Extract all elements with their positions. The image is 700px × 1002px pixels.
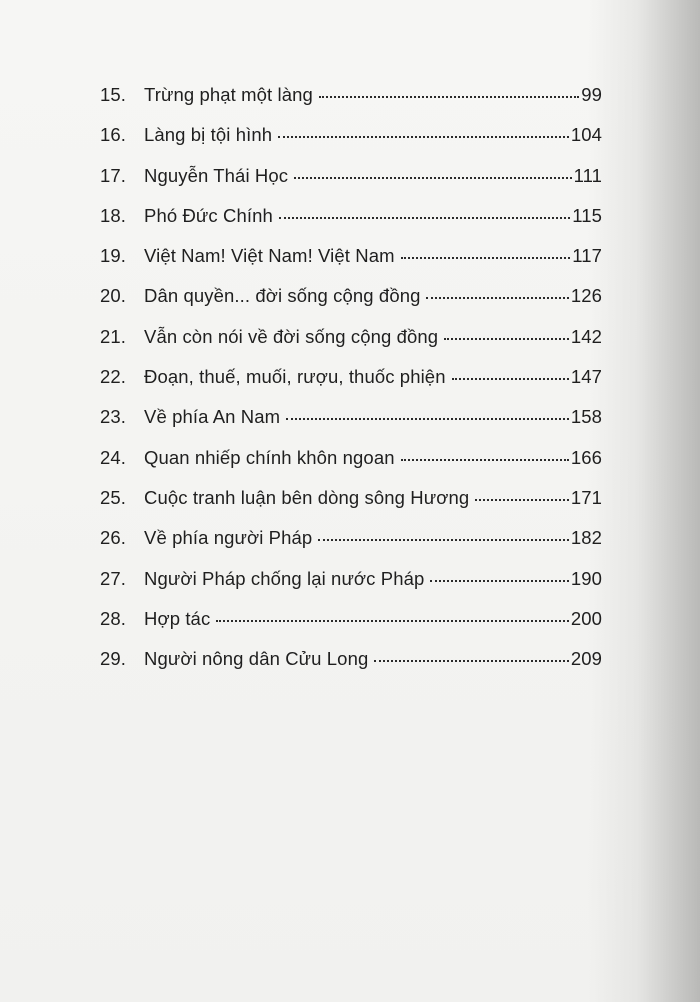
entry-number: 19.	[100, 245, 127, 267]
dot-leader	[401, 458, 569, 461]
entry-title: Việt Nam! Việt Nam! Việt Nam	[144, 245, 395, 267]
entry-page-number: 158	[570, 406, 602, 428]
entry-title: Quan nhiếp chính khôn ngoan	[144, 446, 395, 468]
entry-title: Về phía An Nam	[144, 406, 281, 428]
dot-leader	[278, 135, 569, 138]
toc-entry	[100, 366, 602, 406]
toc-entry	[100, 326, 602, 366]
entry-page-number: 142	[570, 325, 602, 347]
toc-entry	[100, 165, 602, 205]
entry-page-number: 166	[570, 446, 602, 468]
entry-title: Trừng phạt một làng	[144, 84, 313, 105]
toc-entry	[100, 487, 602, 527]
toc-entry	[100, 245, 602, 285]
entry-number: 21.	[100, 325, 127, 347]
toc-entry	[100, 205, 602, 245]
entry-page-number: 190	[570, 567, 602, 589]
entry-page-number: 200	[570, 607, 602, 629]
entry-page-number: 209	[570, 648, 602, 670]
entry-number: 15.	[100, 84, 127, 105]
entry-page-number: 99	[581, 84, 602, 105]
entry-page-number: 147	[570, 366, 602, 388]
entry-number: 18.	[100, 204, 127, 226]
entry-page-number: 171	[570, 486, 602, 508]
entry-number: 17.	[100, 164, 127, 186]
dot-leader	[430, 579, 568, 582]
entry-title: Vẫn còn nói về đời sống cộng đồng	[144, 325, 439, 347]
dot-leader	[294, 176, 571, 179]
dot-leader	[286, 417, 569, 420]
entry-title: Phó Đức Chính	[144, 204, 273, 226]
dot-leader	[318, 538, 569, 541]
entry-title: Đoạn, thuế, muối, rượu, thuốc phiện	[144, 366, 446, 388]
toc-entry	[100, 84, 602, 124]
toc-entry	[100, 285, 602, 325]
entry-title: Làng bị tội hình	[144, 124, 273, 146]
toc-entry	[100, 447, 602, 487]
entry-number: 16.	[100, 124, 127, 146]
entry-title: Dân quyền... đời sống cộng đồng	[144, 285, 421, 307]
entry-page-number: 104	[570, 124, 602, 146]
entry-page-number: 182	[570, 527, 602, 549]
entry-title: Nguyễn Thái Học	[144, 164, 289, 186]
toc-entry	[100, 568, 602, 608]
dot-leader	[426, 296, 568, 299]
entry-page-number: 126	[570, 285, 602, 307]
dot-leader	[452, 377, 569, 380]
entry-number: 23.	[100, 406, 127, 428]
entry-title: Hợp tác	[144, 607, 211, 629]
entry-title: Người nông dân Cửu Long	[144, 648, 369, 670]
dot-leader	[216, 619, 569, 622]
toc-entry	[100, 608, 602, 648]
dot-leader	[279, 216, 570, 219]
entry-page-number: 117	[572, 245, 602, 267]
dot-leader	[401, 256, 571, 259]
entry-page-number: 111	[573, 164, 602, 186]
toc-entry	[100, 124, 602, 164]
entry-title: Người Pháp chống lại nước Pháp	[144, 567, 425, 589]
table-of-contents	[100, 84, 602, 688]
entry-number: 27.	[100, 567, 127, 589]
entry-number: 24.	[100, 446, 127, 468]
dot-leader	[374, 659, 568, 662]
entry-number: 22.	[100, 366, 127, 388]
dot-leader	[475, 498, 569, 501]
entry-number: 25.	[100, 486, 127, 508]
entry-number: 26.	[100, 527, 127, 549]
entry-number: 28.	[100, 607, 127, 629]
entry-title: Về phía người Pháp	[144, 527, 313, 549]
toc-entry	[100, 527, 602, 567]
toc-entry	[100, 648, 602, 688]
entry-page-number: 115	[572, 204, 602, 226]
toc-entry	[100, 406, 602, 446]
entry-number: 29.	[100, 648, 127, 670]
entry-title: Cuộc tranh luận bên dòng sông Hương	[144, 486, 470, 508]
entry-number: 20.	[100, 285, 127, 307]
dot-leader	[444, 337, 569, 340]
dot-leader	[319, 95, 579, 98]
